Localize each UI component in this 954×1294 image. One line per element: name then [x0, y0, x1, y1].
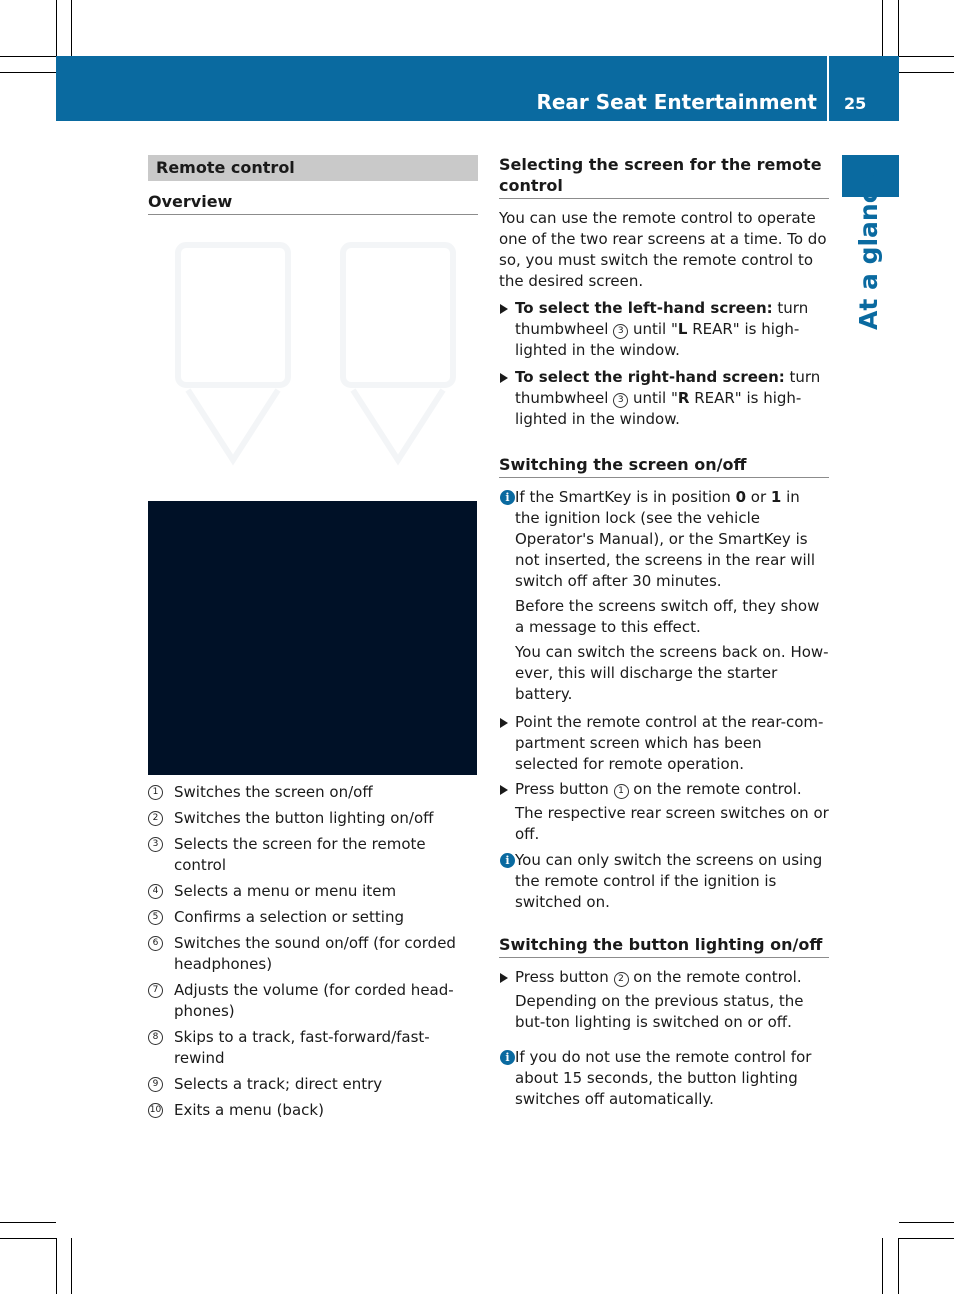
- info-text: If you do not use the remote control for about 15 seconds, the button lighting switches off automatically.: [515, 1048, 812, 1108]
- callout-number: 3: [148, 837, 163, 852]
- legend-item: [148, 808, 478, 829]
- legend-item: [148, 933, 478, 975]
- step-result: The respective rear screen switches on or off.: [515, 804, 829, 843]
- step-arrow-icon: [500, 718, 508, 728]
- callout-number: 2: [614, 972, 629, 987]
- crop-mark: [71, 0, 72, 56]
- info-text: Before the screens switch off, they show a message to this effect.: [515, 597, 820, 636]
- legend-item: [148, 881, 478, 902]
- step-text: on the remote control.: [628, 968, 802, 986]
- legend-item: [148, 1100, 478, 1121]
- callout-number: 5: [148, 910, 163, 925]
- crop-mark: [0, 1238, 56, 1239]
- legend-text: Selects a menu or menu item: [174, 882, 397, 900]
- chapter-label: At a glance: [854, 171, 883, 330]
- select-screen-intro: You can use the remote control to operate one of the two rear screens at a time. To do so, you must switch the remote control to the desired screen.: [499, 209, 827, 290]
- step-text: turn thumbwheel: [515, 299, 809, 338]
- info-icon: i: [500, 853, 515, 868]
- info-note: [499, 487, 829, 705]
- right-column: [499, 154, 829, 1110]
- step-point-remote: [499, 712, 829, 775]
- header-divider: [827, 56, 829, 121]
- step-arrow-icon: [500, 304, 508, 314]
- step-text: turn thumbwheel: [515, 368, 821, 407]
- crop-mark: [898, 0, 899, 56]
- legend-text: Switches the button lighting on/off: [174, 809, 434, 827]
- callout-number: 9: [148, 1077, 163, 1092]
- legend-list: [148, 782, 478, 1126]
- screen-key: R: [677, 389, 690, 407]
- crop-mark: [56, 1238, 57, 1294]
- step-text: Press button: [515, 780, 614, 798]
- legend-text: Switches the screen on/off: [174, 783, 373, 801]
- info-icon: i: [500, 1050, 515, 1065]
- legend-item: [148, 1074, 478, 1095]
- callout-number: 10: [148, 1103, 163, 1118]
- legend-item: [148, 907, 478, 928]
- page-header-title: Rear Seat Entertainment: [536, 90, 817, 114]
- step-text: REAR" is high-lighted in the window.: [515, 389, 802, 428]
- step-text: on the remote control.: [628, 780, 802, 798]
- crop-mark: [899, 72, 954, 73]
- step-text: Point the remote control at the rear-com-partment screen which has been selected for remote operation.: [515, 713, 824, 773]
- callout-number: 1: [148, 785, 163, 800]
- info-text: If the SmartKey is in position 0 or 1 in the ignition lock (see the vehicle Operator's Manual), or the SmartKey is not inserted, the screens in the rear will switch off after 30 minutes.: [515, 488, 816, 590]
- step-text: until ": [628, 389, 678, 407]
- legend-item: [148, 782, 478, 803]
- remote-control-illustration: [148, 501, 477, 775]
- step-press-button-2: [499, 967, 829, 1033]
- step-press-button-1: [499, 779, 829, 845]
- step-text: REAR" is high-lighted in the window.: [515, 320, 800, 359]
- crop-mark: [882, 0, 883, 56]
- step-arrow-icon: [500, 785, 508, 795]
- step-text: Press button: [515, 968, 614, 986]
- legend-item: [148, 834, 478, 876]
- legend-text: Switches the sound on/off (for corded headphones): [174, 934, 456, 973]
- callout-number: 7: [148, 983, 163, 998]
- crop-mark: [0, 72, 56, 73]
- step-right-screen: [499, 367, 829, 430]
- crop-mark: [56, 0, 57, 56]
- info-text: You can switch the screens back on. How-ever, this will discharge the starter battery.: [515, 643, 829, 703]
- crop-mark: [882, 1238, 883, 1294]
- button-lighting-heading: Switching the button lighting on/off: [499, 934, 829, 958]
- page-number: 25: [844, 94, 867, 113]
- legend-item: [148, 1027, 478, 1069]
- screen-on-off-heading: Switching the screen on/off: [499, 454, 829, 478]
- callout-number: 2: [148, 811, 163, 826]
- info-note: [499, 850, 829, 913]
- crop-mark: [899, 56, 954, 57]
- legend-text: Skips to a track, fast-forward/fast-rewind: [174, 1028, 430, 1067]
- step-left-screen: [499, 298, 829, 361]
- legend-text: Exits a menu (back): [174, 1101, 324, 1119]
- screen-key: L: [677, 320, 688, 338]
- info-icon: i: [500, 490, 515, 505]
- crop-mark: [0, 1222, 56, 1223]
- legend-text: Selects the screen for the remote control: [174, 835, 426, 874]
- left-column: [148, 155, 478, 215]
- step-bold-label: To select the right-hand screen:: [515, 368, 785, 386]
- remote-control-faint-illustration: [148, 230, 477, 480]
- step-bold-label: To select the left-hand screen:: [515, 299, 773, 317]
- crop-mark: [0, 56, 56, 57]
- callout-number: 3: [613, 324, 628, 339]
- section-title: Remote control: [148, 155, 478, 181]
- info-text: You can only switch the screens on using the remote control if the ignition is switched on.: [515, 851, 823, 911]
- legend-text: Selects a track; direct entry: [174, 1075, 383, 1093]
- callout-number: 6: [148, 936, 163, 951]
- step-text: until ": [628, 320, 678, 338]
- legend-text: Confirms a selection or setting: [174, 908, 404, 926]
- callout-number: 4: [148, 884, 163, 899]
- legend-text: Adjusts the volume (for corded head-phones): [174, 981, 454, 1020]
- callout-number: 8: [148, 1030, 163, 1045]
- callout-number: 3: [613, 393, 628, 408]
- crop-mark: [71, 1238, 72, 1294]
- step-arrow-icon: [500, 373, 508, 383]
- crop-mark: [899, 1238, 954, 1239]
- legend-item: [148, 980, 478, 1022]
- select-screen-heading: Selecting the screen for the remote control: [499, 154, 829, 199]
- info-note: [499, 1047, 829, 1110]
- step-arrow-icon: [500, 973, 508, 983]
- crop-mark: [899, 1222, 954, 1223]
- step-result: Depending on the previous status, the but-ton lighting is switched on or off.: [515, 992, 804, 1031]
- overview-heading: Overview: [148, 191, 478, 215]
- callout-number: 1: [614, 784, 629, 799]
- crop-mark: [898, 1238, 899, 1294]
